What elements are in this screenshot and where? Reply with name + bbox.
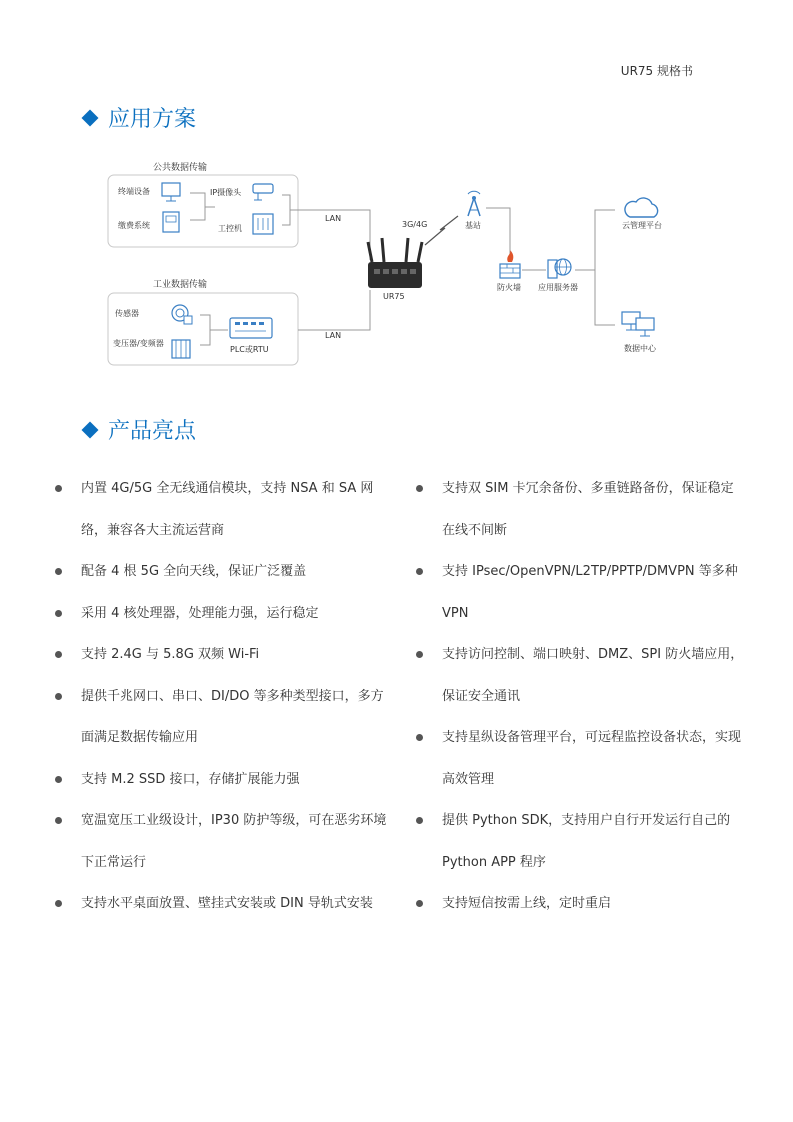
label-cloud: 云管理平台 [622, 221, 662, 230]
app-server-icon [548, 259, 571, 278]
diamond-bullet-icon [82, 421, 99, 438]
plc-icon [230, 318, 272, 338]
group-label-industrial: 工业数据传输 [153, 280, 208, 290]
list-item: 支持访问控制、端口映射、DMZ、SPI 防火墙应用，保证安全通讯 [416, 634, 746, 717]
router-icon [368, 238, 422, 288]
label-ip-camera: IP摄像头 [210, 188, 242, 197]
label-transformer: 变压器/变频器 [113, 339, 164, 348]
highlights-right-column [416, 468, 746, 925]
list-item: 宽温宽压工业级设计，IP30 防护等级，可在恶劣环境下正常运行 [55, 800, 395, 883]
terminal-device-icon [162, 183, 180, 201]
diagram-graphics [0, 150, 793, 370]
label-cellular: 3G/4G [402, 220, 428, 229]
sensor-icon [172, 305, 192, 324]
label-lan-top: LAN [325, 214, 342, 223]
ipc-icon [253, 214, 273, 234]
list-item: 采用 4 核处理器，处理能力强，运行稳定 [55, 593, 395, 635]
payment-system-icon [163, 212, 179, 232]
list-item: 支持双 SIM 卡冗余备份、多重链路备份，保证稳定在线不间断 [416, 468, 746, 551]
section-heading-application [80, 102, 196, 133]
label-base-station: 基站 [465, 221, 481, 230]
section-heading-text: 产品亮点 [108, 419, 197, 444]
list-item: 提供千兆网口、串口、DI/DO 等多种类型接口，多方面满足数据传输应用 [55, 676, 395, 759]
list-item: 支持短信按需上线，定时重启 [416, 883, 746, 925]
label-plc: PLC或RTU [230, 345, 269, 354]
industrial-group-box [108, 293, 298, 365]
document-header-title: UR75 规格书 [620, 64, 693, 78]
application-diagram [0, 150, 793, 370]
group-label-public: 公共数据传输 [153, 163, 208, 173]
ip-camera-icon [253, 184, 273, 200]
label-app-server: 应用服务器 [538, 283, 578, 292]
section-heading-highlights [80, 414, 196, 445]
label-firewall: 防火墙 [497, 283, 521, 292]
section-heading-text: 应用方案 [108, 107, 197, 132]
label-router: UR75 [383, 292, 405, 301]
data-center-icon [622, 312, 654, 336]
transformer-icon [172, 340, 190, 358]
diamond-bullet-icon [82, 109, 99, 126]
list-item: 内置 4G/5G 全无线通信模块，支持 NSA 和 SA 网络，兼容各大主流运营商 [55, 468, 395, 551]
label-lan-bottom: LAN [325, 331, 342, 340]
list-item: 支持 M.2 SSD 接口，存储扩展能力强 [55, 759, 395, 801]
label-terminal: 终端设备 [118, 187, 150, 196]
list-item: 支持 2.4G 与 5.8G 双频 Wi-Fi [55, 634, 395, 676]
label-payment: 缴费系统 [118, 221, 150, 230]
list-item: 配备 4 根 5G 全向天线，保证广泛覆盖 [55, 551, 395, 593]
highlights-left-column [55, 468, 395, 925]
label-sensor: 传感器 [115, 309, 139, 318]
cloud-icon [625, 198, 658, 217]
list-item: 支持 IPsec/OpenVPN/L2TP/PPTP/DMVPN 等多种 VPN [416, 551, 746, 634]
list-item: 提供 Python SDK，支持用户自行开发运行自己的 Python APP 程序 [416, 800, 746, 883]
list-item: 支持星纵设备管理平台，可远程监控设备状态，实现高效管理 [416, 717, 746, 800]
firewall-icon [500, 250, 520, 278]
list-item: 支持水平桌面放置、壁挂式安装或 DIN 导轨式安装 [55, 883, 395, 925]
base-station-icon [468, 191, 480, 216]
label-data-center: 数据中心 [624, 344, 656, 353]
label-ipc: 工控机 [218, 224, 242, 233]
